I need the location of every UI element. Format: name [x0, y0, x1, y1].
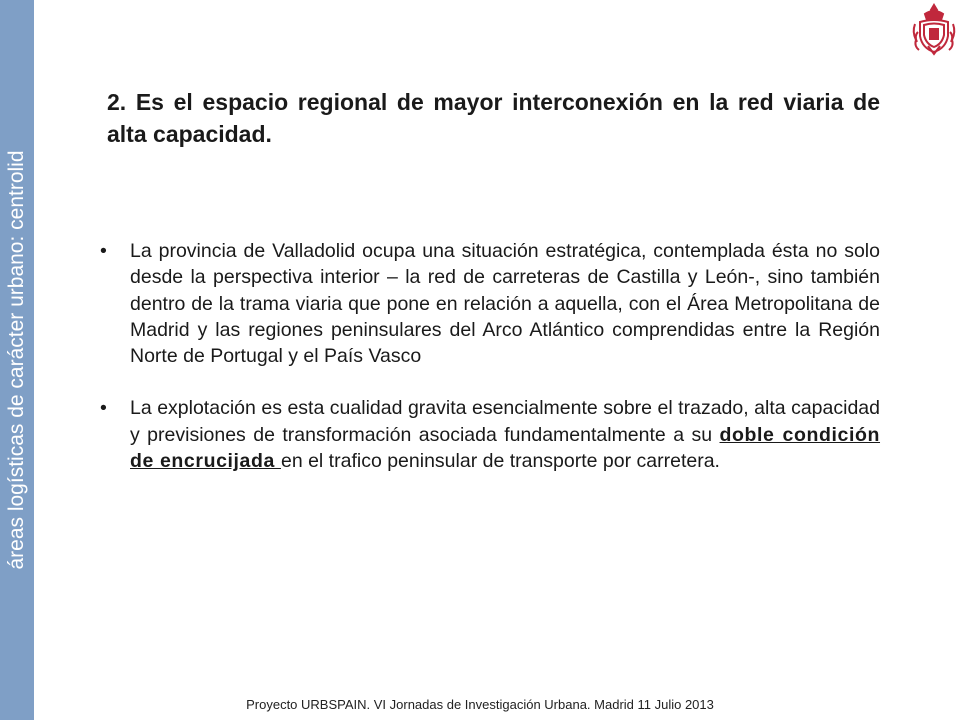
bullet-marker: •	[100, 397, 107, 420]
bullet-list	[100, 238, 880, 500]
bullet-text-before: La explotación es esta cualidad gravita esencialmente sobre el trazado, alta capacidad y previsiones de transformación asociada fundamentalmente a su	[130, 397, 880, 446]
bullet-text: La provincia de Valladolid ocupa una situación estratégica, contemplada ésta no solo desde la perspectiva interior – la red de carreteras de Castilla y León-, sino también dentro de la trama viaria que pone en relación a aquella, con el Área Metropolitana de Madrid y las regiones peninsulares del Arco Atlántico comprendidas entre la Región Norte de Portugal y el País Vasco	[130, 240, 880, 368]
bullet-item	[100, 238, 880, 369]
sidebar-band	[0, 0, 34, 720]
bullet-emphasis: doble condición de encrucijada	[130, 423, 881, 473]
footer-text: Proyecto URBSPAIN. VI Jornadas de Investigación Urbana. Madrid 11 Julio 2013	[246, 697, 714, 712]
coat-of-arms-icon	[910, 2, 958, 56]
bullet-marker: •	[100, 240, 107, 262]
bullet-item	[100, 395, 880, 474]
sidebar-vertical-title: áreas logísticas de carácter urbano: centrolid	[5, 150, 28, 570]
footer	[0, 697, 960, 712]
bullet-text-after: en el trafico peninsular de transporte por carretera.	[280, 450, 720, 473]
slide-title: 2. Es el espacio regional de mayor interconexión en la red viaria de alta capacidad.	[107, 89, 880, 147]
